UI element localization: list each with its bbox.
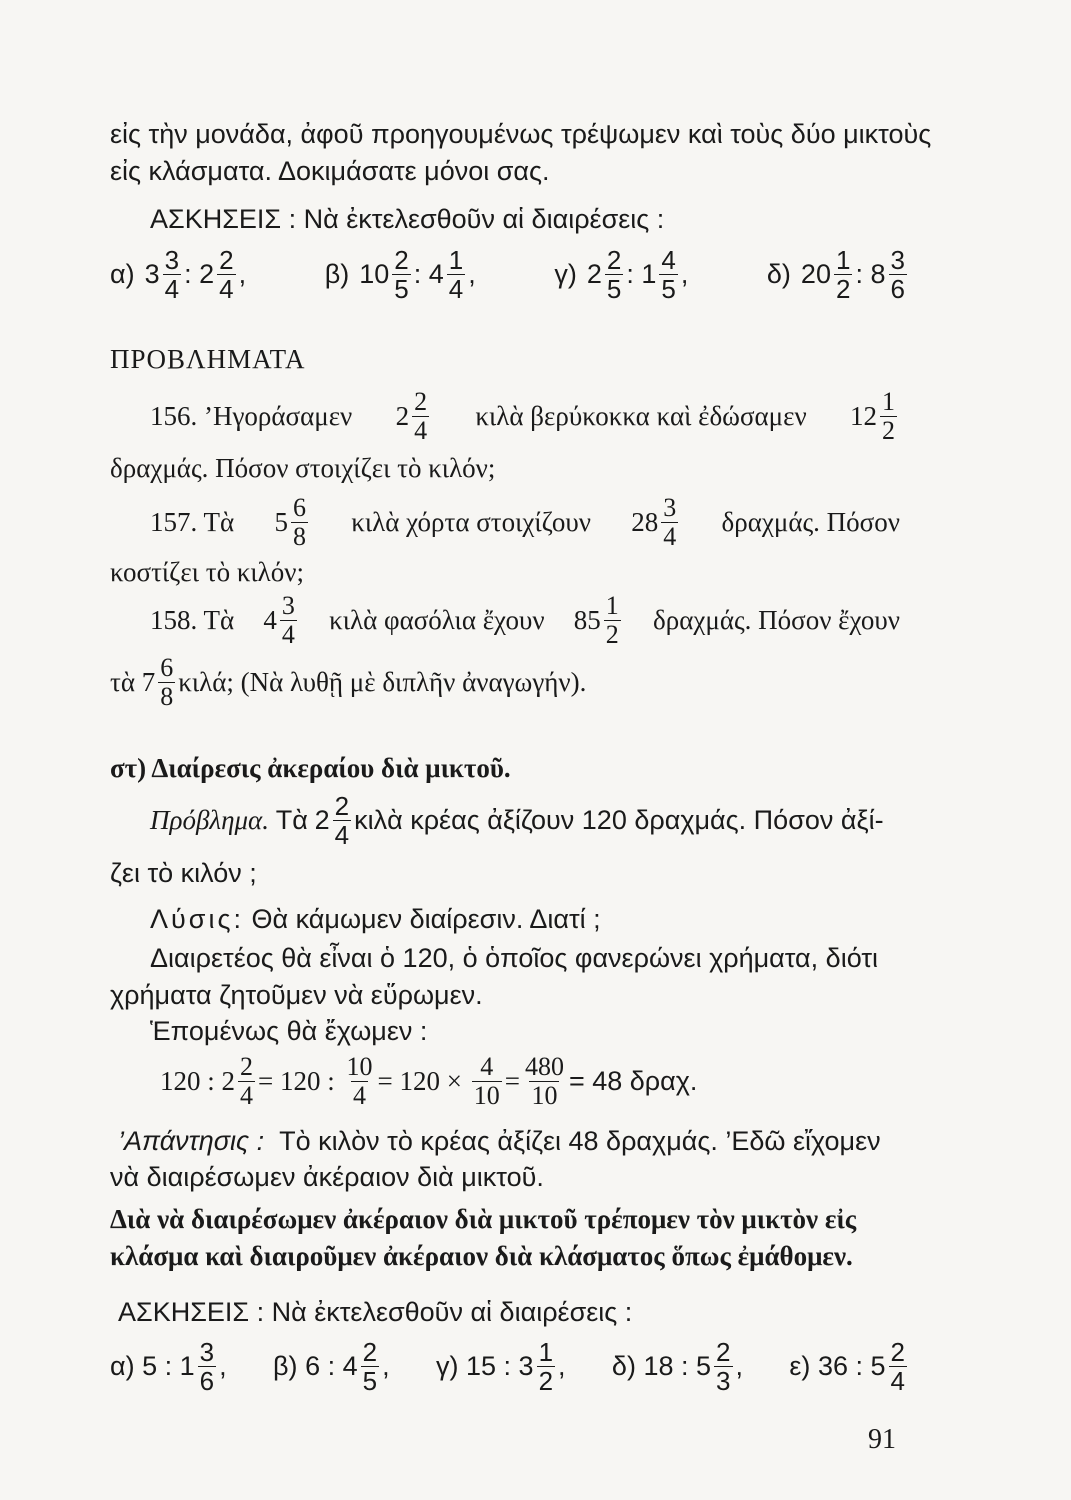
intro-line-1: εἰς τὴν μονάδα, ἀφοῦ προηγουμένως τρέψωμεν καὶ τοὺς δύο μικτοὺς: [110, 119, 932, 149]
answer-line-1: ’Απάντησις : Τὸ κιλὸν τὸ κρέας ἀξίζει 48 δραχμάς. ’Εδῶ εἴχομεν: [118, 1126, 881, 1156]
fraction: $\frac{2}{5}$: [606, 244, 622, 304]
exercise-1-alpha: α) 3 $\frac{3}{4}$ : 2 $\frac{2}{4}$ ,: [110, 244, 247, 304]
fraction: $\frac{2}{4}$: [240, 1051, 254, 1110]
exercise-2-gamma: γ) 15 : 3 $\frac{1}{2}$ ,: [435, 1336, 566, 1396]
fraction: $\frac{4}{5}$: [661, 244, 676, 304]
section-problem-line-1: Πρόβλημα. Τὰ 2 $\frac{2}{4}$ κιλὰ κρέας ἀξίζουν 120 δραχμάς. Πόσον ἀξί-: [150, 790, 884, 850]
solution-line: Λύσις: Θὰ κάμωμεν διαίρεσιν. Διατί ;: [150, 904, 601, 934]
exercises-1-row: [110, 242, 910, 306]
exercises-1-heading: ΑΣΚΗΣΕΙΣ : Νὰ ἐκτελεσθοῦν αἱ διαιρέσεις :: [150, 204, 665, 234]
exercise-2-beta: β) 6 : 4 $\frac{2}{5}$ ,: [273, 1336, 390, 1396]
therefore-line: Ἑπομένως θὰ ἔχωμεν :: [150, 1016, 428, 1046]
fraction: $\frac{480}{10}$: [524, 1051, 564, 1110]
exercise-2-alpha: α) 5 : 1 $\frac{3}{6}$ ,: [110, 1336, 227, 1396]
mixed-number: 5 $\frac{6}{8}$: [274, 492, 306, 551]
fraction: $\frac{2}{5}$: [394, 244, 409, 304]
dividend-line-1: Διαιρετέος θὰ εἶναι ὁ 120, ὁ ὁποῖος φανερώνει χρήματα, διότι: [150, 943, 878, 973]
fraction: $\frac{4}{10}$: [473, 1051, 500, 1110]
rule-line-2: κλάσμα καὶ διαιροῦμεν ἀκέραιον διὰ κλάσματος ὅπως ἐμάθομεν.: [110, 1241, 853, 1271]
problem-157-line-2: κοστίζει τὸ κιλόν;: [110, 557, 304, 587]
exercise-2-delta: δ) 18 : 5 $\frac{2}{3}$ ,: [611, 1336, 744, 1396]
mixed-number: 2 $\frac{2}{4}$: [314, 790, 350, 850]
rule-line-1: Διὰ νὰ διαιρέσωμεν ἀκέραιον διὰ μικτοῦ τρέπομεν τὸν μικτὸν εἰς: [110, 1204, 857, 1234]
mixed-number: 4 $\frac{3}{4}$: [263, 590, 295, 649]
mixed-number: 85 $\frac{1}{2}$: [573, 590, 619, 649]
problem-158-line-1: 158. Τὰ 4 $\frac{3}{4}$ κιλὰ φασόλια ἔχουν 85 $\frac{1}{2}$ δραχμάς. Πόσον ἔχουν: [150, 590, 900, 649]
problem-158-line-2: τὰ 7 $\frac{6}{8}$ κιλά; (Νὰ λυθῇ μὲ διπλῆν ἀναγωγήν).: [110, 652, 587, 711]
exercise-2-epsilon: ε) 36 : 5 $\frac{2}{4}$: [789, 1336, 905, 1396]
mixed-number: 12 $\frac{1}{2}$: [850, 386, 895, 445]
mixed-number: 7 $\frac{6}{8}$: [141, 652, 174, 711]
problem-157-line-1: 157. Τὰ 5 $\frac{6}{8}$ κιλὰ χόρτα στοιχίζουν 28 $\frac{3}{4}$ δραχμάς. Πόσον: [150, 492, 900, 551]
mixed-number: 28 $\frac{3}{4}$: [631, 492, 677, 551]
exercise-1-gamma: γ) 2 $\frac{2}{5}$ : 1 $\frac{4}{5}$ ,: [554, 244, 689, 304]
problems-heading: ΠΡΟΒΛΗΜΑΤΑ: [110, 344, 306, 374]
mixed-number: 2 $\frac{2}{4}$: [395, 386, 428, 445]
fraction: $\frac{1}{4}$: [448, 244, 464, 304]
dividend-line-2: χρήματα ζητοῦμεν νὰ εὕρωμεν.: [110, 980, 483, 1010]
exercises-2-heading: ΑΣΚΗΣΕΙΣ : Νὰ ἐκτελεσθοῦν αἱ διαιρέσεις :: [118, 1297, 633, 1327]
fraction: $\frac{3}{6}$: [890, 244, 905, 304]
division-equation: 120 : 2 $\frac{2}{4}$ = 120 : $\frac{10}{4}$ = 120 × $\frac{4}{10}$ = $\frac{480}{10}$ = 48 δραχ.: [160, 1051, 698, 1110]
fraction: $\frac{2}{4}$: [219, 244, 234, 304]
problem-156-line-1: 156. ’Ηγοράσαμεν 2 $\frac{2}{4}$ κιλὰ βερύκοκκα καὶ ἐδώσαμεν 12 $\frac{1}{2}$: [150, 384, 900, 448]
exercises-2-row: [110, 1334, 910, 1398]
exercise-1-beta: β) 10 $\frac{2}{5}$ : 4 $\frac{1}{4}$ ,: [324, 244, 476, 304]
answer-line-2: νὰ διαιρέσωμεν ἀκέραιον διὰ μικτοῦ.: [110, 1162, 544, 1192]
fraction: $\frac{3}{4}$: [164, 244, 180, 304]
fraction: $\frac{1}{2}$: [835, 244, 851, 304]
section-problem-line-2: ζει τὸ κιλόν ;: [110, 858, 257, 888]
section-title: στ) Διαίρεσις ἀκεραίου διὰ μικτοῦ.: [110, 753, 511, 783]
fraction: $\frac{10}{4}$: [346, 1051, 373, 1110]
problem-156-line-2: δραχμάς. Πόσον στοιχίζει τὸ κιλόν;: [110, 453, 496, 483]
intro-line-2: εἰς κλάσματα. Δοκιμάσατε μόνοι σας.: [110, 156, 550, 186]
exercise-1-delta: δ) 20 $\frac{1}{2}$ : 8 $\frac{3}{6}$: [766, 244, 905, 304]
page-number: 91: [868, 1424, 896, 1455]
